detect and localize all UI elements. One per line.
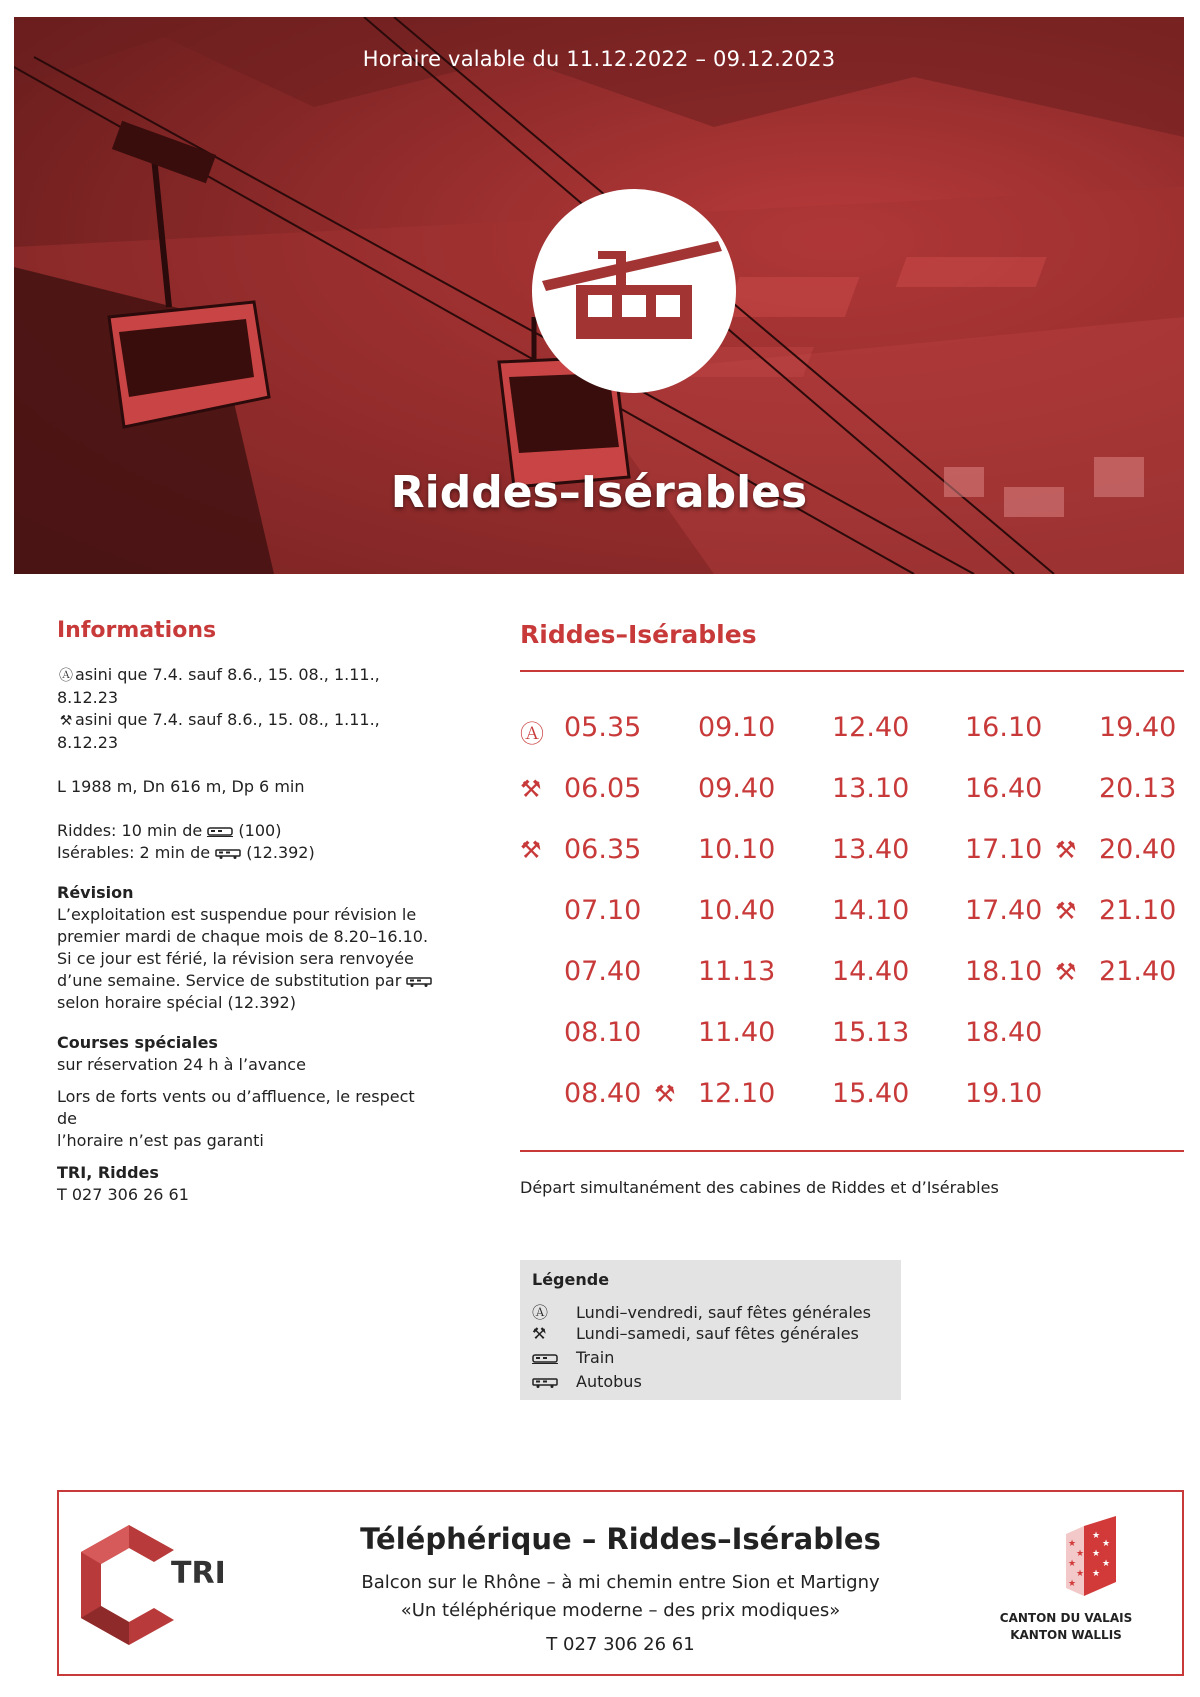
timetable-row: 07.10 10.40 14.10 17.40 ⚒ 21.10 bbox=[564, 895, 1177, 926]
hammer-pick-icon: ⚒ bbox=[532, 1324, 547, 1343]
cable-car-logo bbox=[532, 189, 736, 393]
timetable-title: Riddes–Isérables bbox=[520, 620, 757, 649]
footer-title: Téléphérique – Riddes–Isérables bbox=[360, 1522, 881, 1556]
bus-icon bbox=[215, 849, 241, 859]
hammer-pick-icon: ⚒ bbox=[520, 775, 542, 803]
riddes-connection: Riddes: 10 min de (100) bbox=[57, 821, 282, 840]
legend-item: ⚒ Lundi–samedi, sauf fêtes générales bbox=[532, 1324, 859, 1343]
timetable-row: ⚒ 06.05 09.40 13.10 16.40 20.13 bbox=[520, 773, 1177, 804]
footer-box bbox=[57, 1490, 1184, 1676]
cable-car-icon bbox=[532, 189, 736, 393]
footer-line-1: Balcon sur le Rhône – à mi chemin entre Sion et Martigny bbox=[361, 1572, 880, 1593]
legend-title: Légende bbox=[532, 1270, 610, 1289]
validity-period: Horaire valable du 11.12.2022 – 09.12.2023 bbox=[362, 47, 836, 71]
circled-a-icon: Ⓐ bbox=[520, 720, 544, 748]
contact-name: TRI, Riddes bbox=[57, 1163, 159, 1182]
hammer-pick-icon: ⚒ bbox=[1055, 958, 1077, 986]
hero-banner bbox=[14, 17, 1184, 574]
informations-heading: Informations bbox=[57, 618, 217, 643]
hammer-pick-icon: ⚒ bbox=[654, 1080, 676, 1108]
special-heading: Courses spéciales bbox=[57, 1033, 218, 1052]
bus-icon bbox=[532, 1378, 558, 1388]
revision-text-4: d’une semaine. Service de substitution par bbox=[57, 970, 437, 992]
svg-text:★: ★ bbox=[1068, 1559, 1077, 1569]
svg-text:★: ★ bbox=[1076, 1549, 1085, 1559]
timetable-bottom-rule bbox=[520, 1150, 1184, 1152]
svg-text:★: ★ bbox=[1092, 1549, 1101, 1559]
footer-line-2: «Un téléphérique moderne – des prix modiques» bbox=[400, 1600, 841, 1621]
legend-item: Ⓐ Lundi–vendredi, sauf fêtes générales bbox=[532, 1300, 871, 1323]
info-line-b: ⚒ asini que 7.4. sauf 8.6., 15. 08., 1.11., 8.12.23 bbox=[57, 710, 380, 752]
timetable-row: 07.40 11.13 14.40 18.10 ⚒ 21.40 bbox=[564, 956, 1177, 987]
revision-text-3: Si ce jour est férié, la révision sera renvoyée bbox=[57, 949, 414, 968]
svg-text:★: ★ bbox=[1068, 1539, 1077, 1549]
train-icon bbox=[207, 827, 233, 837]
revision-text-2: premier mardi de chaque mois de 8.20–16.10. bbox=[57, 927, 429, 946]
svg-text:★: ★ bbox=[1092, 1531, 1101, 1541]
contact-phone: T 027 306 26 61 bbox=[57, 1185, 189, 1204]
hammer-pick-icon: ⚒ bbox=[1055, 836, 1077, 864]
svg-text:★: ★ bbox=[1068, 1579, 1077, 1589]
svg-text:★: ★ bbox=[1076, 1569, 1085, 1579]
legend-box bbox=[520, 1260, 901, 1400]
wind-text-1: Lors de forts vents ou d’affluence, le respect de bbox=[57, 1087, 415, 1128]
canton-label: CANTON DU VALAIS KANTON WALLIS bbox=[999, 1611, 1133, 1642]
timetable-row: 08.40 ⚒ 12.10 15.40 19.10 bbox=[564, 1078, 1043, 1109]
circled-a-icon: Ⓐ bbox=[532, 1303, 549, 1322]
bus-icon bbox=[406, 977, 432, 987]
timetable-top-rule bbox=[520, 670, 1184, 672]
info-line-a: Ⓐ asini que 7.4. sauf 8.6., 15. 08., 1.11., 8.12.23 bbox=[57, 665, 380, 707]
svg-text:★: ★ bbox=[1102, 1539, 1111, 1549]
line-specs: L 1988 m, Dn 616 m, Dp 6 min bbox=[57, 777, 305, 796]
svg-text:★: ★ bbox=[1102, 1559, 1111, 1569]
circled-a-icon: Ⓐ bbox=[59, 668, 73, 684]
revision-heading: Révision bbox=[57, 883, 134, 902]
train-icon bbox=[532, 1354, 558, 1364]
informations-panel bbox=[57, 620, 437, 1206]
iserables-connection: Isérables: 2 min de (12.392) bbox=[57, 843, 315, 862]
revision-text-1: L’exploitation est suspendue pour révision le bbox=[57, 905, 417, 924]
timetable-grid bbox=[520, 712, 1184, 1139]
timetable-row: Ⓐ 05.35 09.10 12.40 16.10 19.40 bbox=[520, 712, 1177, 748]
special-text: sur réservation 24 h à l’avance bbox=[57, 1055, 306, 1074]
timetable-row: 08.10 11.40 15.13 18.40 bbox=[564, 1017, 1043, 1048]
hero-title: Riddes–Isérables bbox=[390, 467, 808, 518]
svg-text:★: ★ bbox=[1092, 1569, 1101, 1579]
hammer-pick-icon: ⚒ bbox=[59, 713, 73, 729]
hammer-pick-icon: ⚒ bbox=[520, 836, 542, 864]
legend-item: Autobus bbox=[532, 1372, 642, 1391]
footer-phone: T 027 306 26 61 bbox=[546, 1634, 695, 1655]
hammer-pick-icon: ⚒ bbox=[1055, 897, 1077, 925]
wind-text-2: l’horaire n’est pas garanti bbox=[57, 1131, 264, 1150]
revision-text-5: selon horaire spécial (12.392) bbox=[57, 993, 296, 1012]
departure-note: Départ simultanément des cabines de Riddes et d’Isérables bbox=[520, 1178, 999, 1197]
tri-brand: TRI bbox=[171, 1556, 226, 1591]
timetable-row: ⚒ 06.35 10.10 13.40 17.10 ⚒ 20.40 bbox=[520, 834, 1177, 865]
legend-item: Train bbox=[532, 1348, 614, 1367]
